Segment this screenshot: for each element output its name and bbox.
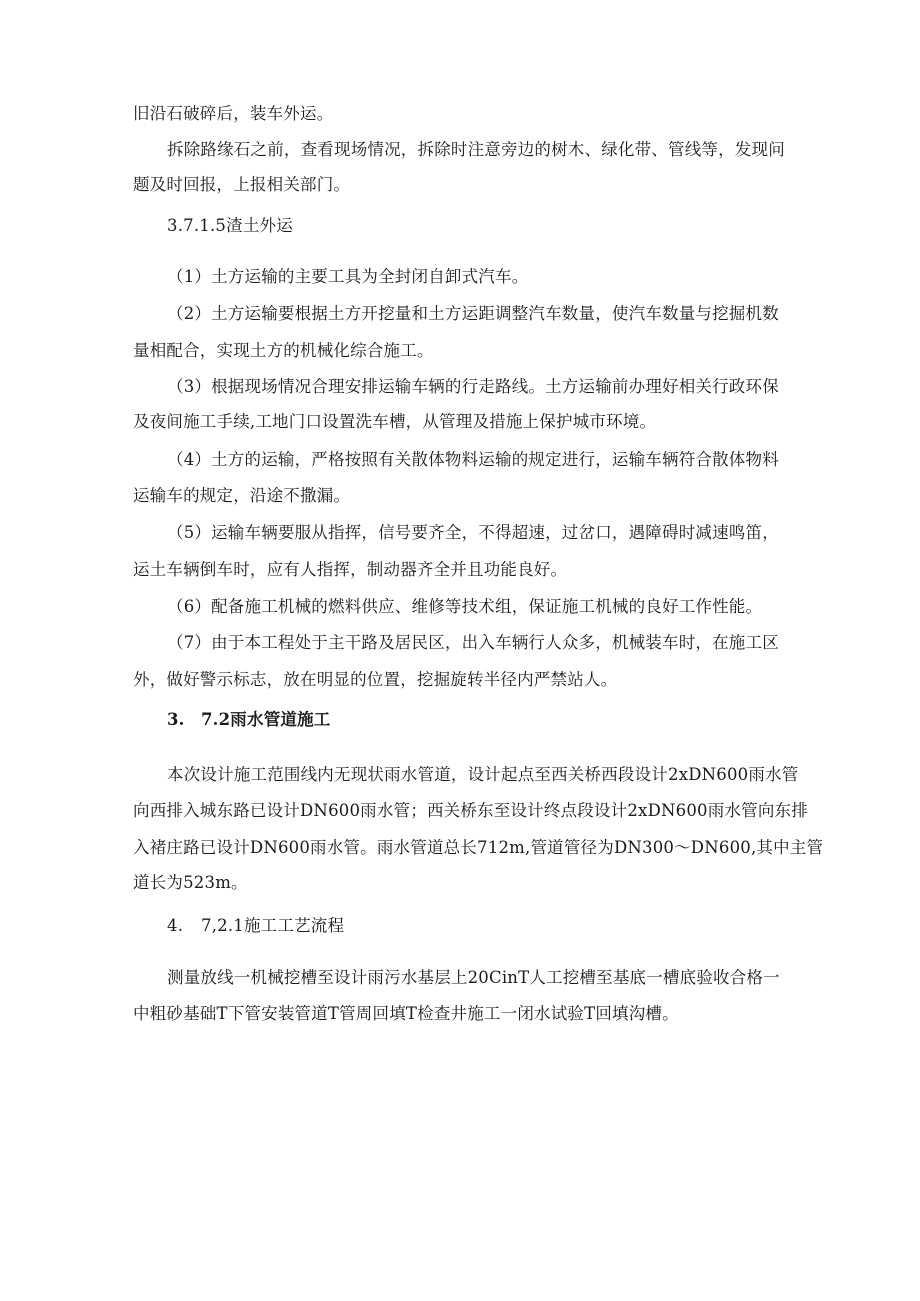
paragraph-line: 本次设计施工范围线内无现状雨水管道，设计起点至西关桥西段设计2xDN600雨水管 (167, 765, 799, 784)
list-item-line: 运土车辆倒车时，应有人指挥，制动器齐全并且功能良好。 (133, 560, 568, 579)
list-item-line: （6）配备施工机械的燃料供应、维修等技术组，保证施工机械的良好工作性能。 (167, 597, 763, 616)
paragraph-line: 入褚庄路已设计DN600雨水管。雨水管道总长712m,管道管径为DN300～DN600,其中主管 (133, 838, 824, 857)
heading-number: 4. (167, 916, 184, 935)
list-item-line: （2）土方运输要根据土方开挖量和土方运距调整汽车数量，使汽车数量与挖掘机数 (167, 304, 779, 323)
list-item-line: （1）土方运输的主要工具为全封闭自卸式汽车。 (167, 267, 529, 286)
heading-title: 7,2.1施工工艺流程 (201, 916, 345, 935)
paragraph-line: 向西排入城东路已设计DN600雨水管；西关桥东至设计终点段设计2xDN600雨水管向东排 (133, 801, 808, 820)
paragraph-line: 测量放线一机械挖槽至设计雨污水基层上20CinT人工挖槽至基底一槽底验收合格一 (167, 968, 780, 987)
paragraph-line: 拆除路缘石之前，查看现场情况，拆除时注意旁边的树木、绿化带、管线等，发现问 (167, 140, 785, 159)
paragraph-line: 中粗砂基础T下管安装管道T管周回填T检查井施工一闭水试验T回填沟槽。 (133, 1004, 679, 1023)
paragraph-line: 题及时回报，上报相关部门。 (133, 175, 351, 194)
section-heading: 3.7.1.5渣土外运 (167, 216, 293, 235)
list-item-line: 及夜间施工手续,工地门口设置洗车槽，从管理及措施上保护城市环境。 (133, 412, 657, 431)
list-item-line: （5）运输车辆要服从指挥，信号要齐全，不得超速，过岔口，遇障碍时减速鸣笛， (167, 523, 779, 542)
list-item-line: 外，做好警示标志，放在明显的位置，挖掘旋转半径内严禁站人。 (133, 670, 618, 689)
section-heading-process (167, 916, 344, 936)
list-item-line: 运输车的规定，沿途不撒漏。 (133, 486, 351, 505)
list-item-line: （4）土方的运输，严格按照有关散体物料运输的规定进行，运输车辆符合散体物料 (167, 450, 779, 469)
paragraph-line: 旧沿石破碎后，装车外运。 (133, 104, 334, 123)
list-item-line: （3）根据现场情况合理安排运输车辆的行走路线。土方运输前办理好相关行政环保 (167, 377, 779, 396)
heading-number: 3. (167, 710, 185, 729)
heading-title: 7.2雨水管道施工 (201, 710, 331, 729)
paragraph-line: 道长为523m。 (133, 873, 248, 892)
list-item-line: （7）由于本工程处于主干路及居民区，出入车辆行人众多，机械装车时，在施工区 (167, 633, 779, 652)
section-heading-rain-pipe (167, 710, 331, 730)
list-item-line: 量相配合，实现土方的机械化综合施工。 (133, 341, 434, 360)
